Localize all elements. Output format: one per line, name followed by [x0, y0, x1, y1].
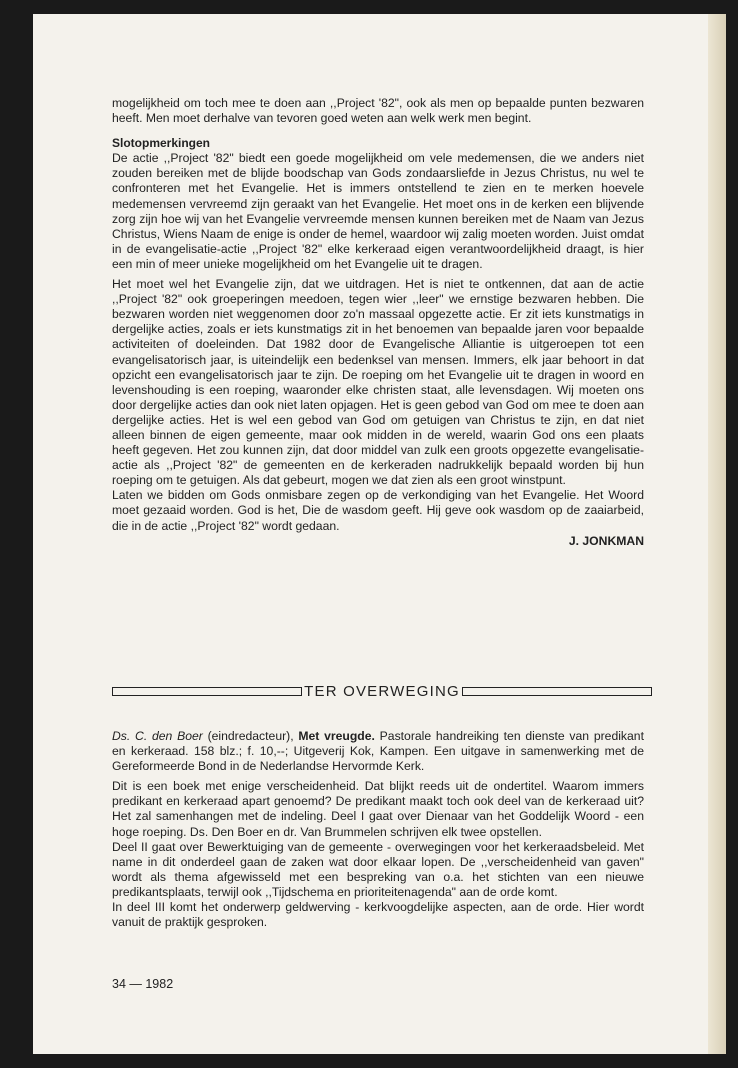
- review-paragraph-1: Dit is een boek met enige verscheidenheid. Dat blijkt reeds uit de ondertitel. Waarom immers predikant en kerkeraad apart genoemd? De predikant maakt toch ook deel van de kerkeraad uit? Het zal samenhangen met de indeling. Deel I gaat over Dienaar van het Goddelijk Woord - een hoge roeping. Ds. Den Boer en dr. Van Brummelen schrijven elk twee opstellen.: [112, 779, 644, 839]
- main-column: [112, 96, 644, 549]
- banner-rule-left: [112, 687, 302, 696]
- banner-title: TER OVERWEGING: [304, 682, 460, 700]
- banner-rule-right: [462, 687, 652, 696]
- intro-paragraph: mogelijkheid om toch mee te doen aan ,,Project '82", ook als men op bepaalde punten bezwaren heeft. Men moet derhalve van tevoren goed weten aan welk werk men begint.: [112, 96, 644, 126]
- section-banner: [112, 683, 652, 699]
- section-paragraph-2: Het moet wel het Evangelie zijn, dat we uitdragen. Het is niet te ontkennen, dat aan de actie ,,Project '82" ook groeperingen meedoen, tegen wier ,,leer" we ernstige bezwaren hebben. Die bezwaren worden niet weggenomen door zo'n massaal opgezette actie. Er zit iets kunstmatigs in dergelijke acties, zoals er iets kunstmatigs zit in het benoemen van bepaalde jaren voor bepaalde activiteiten of doeleinden. Dat 1982 door de Evangelische Alliantie is uitgeroepen tot een evangelisatorisch jaar, is uiteindelijk een bedenksel van mensen. Immers, elk jaar behoort in dat opzicht een evangelisatorisch jaar te zijn. De roeping om het Evangelie uit te dragen in woord en levenshouding is een roeping, waaronder elke christen staat, alle levensdagen. Wij moeten ons door dergelijke acties dan ook niet laten opjagen. Het is geen gebod van God om mee te doen aan dergelijke acties. Het is wel een gebod van God om getuigen van Christus te zijn, en dat niet alleen binnen de eigen gemeente, maar ook midden in de wereld, waarin God ons een plaats heeft gegeven. Het zou kunnen zijn, dat door middel van zulk een groots opgezette evangelisatie-actie als ,,Project '82" de gemeenten en de kerkeraden nadrukkelijk bepaald worden bij hun roeping om te getuigen. Als dat gebeurt, mogen we dat zien als een groot winstpunt.: [112, 277, 644, 488]
- section-paragraph-3: Laten we bidden om Gods onmisbare zegen op de verkondiging van het Evangelie. Het Woord moet gezaaid worden. God is het, Die de wasdom geeft. Hij geve ook wasdom op de zaaiarbeid, die in de actie ,,Project '82" wordt gedaan.: [112, 488, 644, 533]
- review-details: Pastorale handreiking ten dienste van predikant en kerkeraad. 158 blz.; f. 10,--; Uitgeverij Kok, Kampen. Een uitgave in samenwerking met de Gereformeerde Bond in de Nederlandse Hervormde Kerk.: [112, 729, 644, 774]
- review-paragraph-2: Deel II gaat over Bewerktuiging van de gemeente - overwegingen voor het kerkeraadsbeleid. Met name in dit onderdeel gaan de zaken wat door elkaar lopen. De ,,verscheidenheid van gaven" wordt als thema afgewisseld met een bespreking van o.a. het stichten van een nieuwe predikantsplaats, terwijl ook ,,Tijdschema en prioriteitenagenda" aan de orde komt.: [112, 839, 644, 899]
- review-author: Ds. C. den Boer: [112, 729, 203, 743]
- author-signature: J. JONKMAN: [568, 533, 644, 548]
- review-column: [112, 729, 644, 930]
- review-citation: [112, 729, 644, 774]
- section-heading: Slotopmerkingen: [112, 136, 211, 151]
- page-edge: [708, 14, 726, 1054]
- review-paragraph-3: In deel III komt het onderwerp geldwerving - kerkvoogdelijke aspecten, aan de orde. Hier wordt vanuit de praktijk gesproken.: [112, 900, 644, 930]
- section-paragraph-1: De actie ,,Project '82" biedt een goede mogelijkheid om vele medemensen, die we anders niet zouden bereiken met de blijde boodschap van Gods zondaarsliefde in Jezus Christus, nu wel te confronteren met het Evangelie. Het is immers ontstellend te zien en te merken hoevele medemensen vervreemd zijn geraakt van het Evangelie. Het moet ons in de kerken een blijvende zorg zijn hoe wij van het Evangelie vervreemde mensen kunnen bereiken met de Naam van Jezus Christus, Wiens Naam de enige is onder de hemel, waardoor wij zalig moeten worden. Juist omdat in de evangelisatie-actie ,,Project '82" elke kerkeraad eigen verantwoordelijkheid draagt, is hier een min of meer unieke mogelijkheid om het Evangelie uit te dragen.: [112, 151, 644, 271]
- review-author-role: (eindredacteur),: [202, 729, 299, 743]
- review-book-title: Met vreugde.: [298, 729, 375, 743]
- page-number: 34 — 1982: [112, 977, 174, 991]
